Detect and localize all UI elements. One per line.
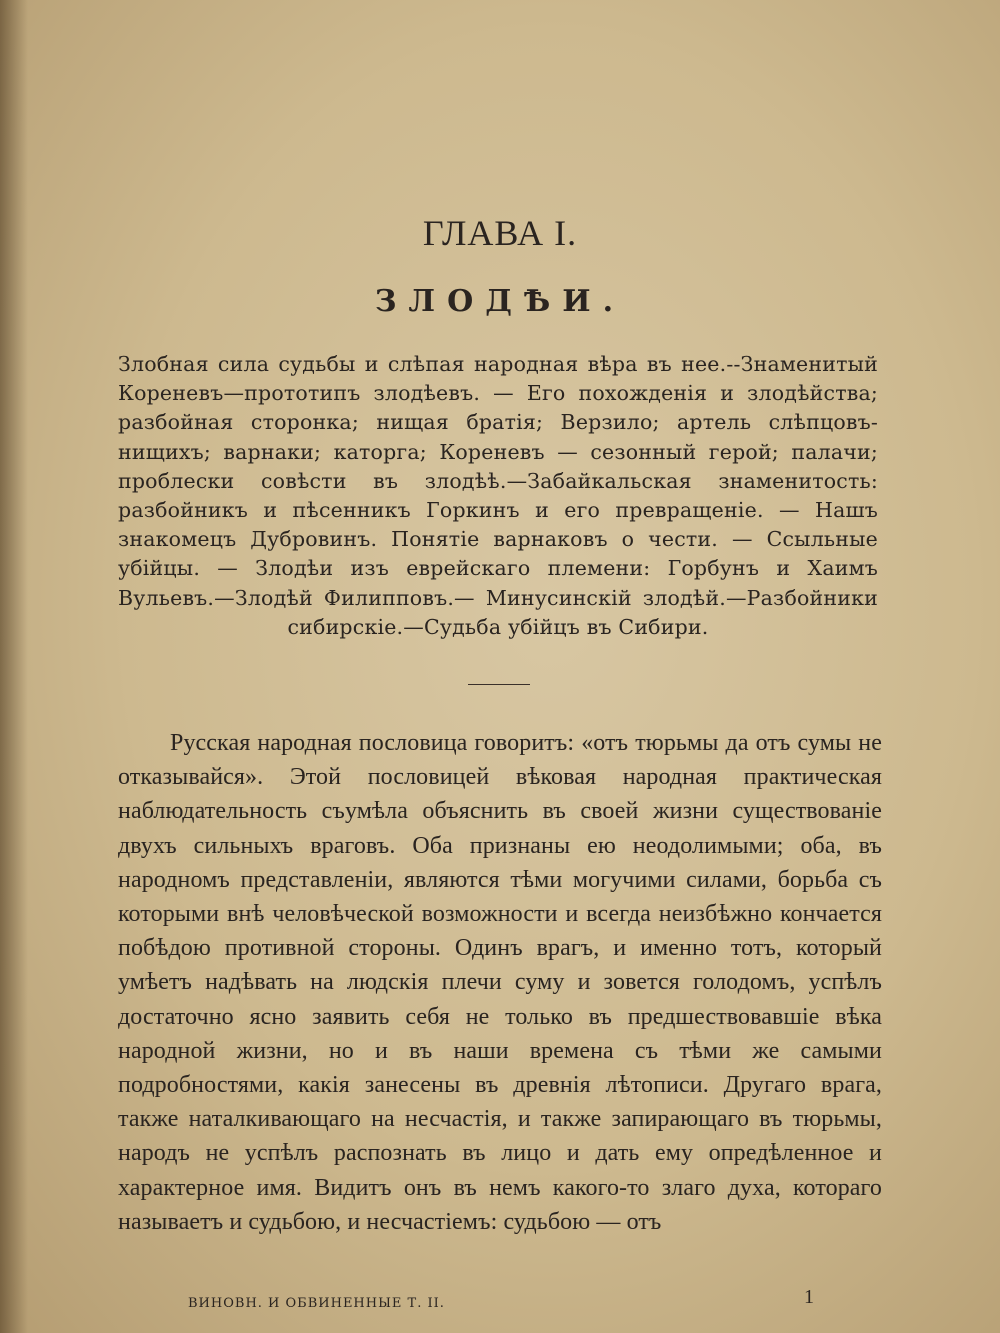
page-number: 1	[804, 1286, 814, 1308]
chapter-heading: ГЛАВА I.	[422, 213, 578, 253]
page-edge-shadow	[0, 0, 28, 1333]
chapter-summary: Злобная сила судьбы и слѣпая народная вѣра въ нее.--Знаменитый Кореневъ—прототипъ злодѣевъ. — Его похожденія и злодѣйства; разбойная сторонка; нищая братія; Верзило; артель слѣпцовъ-нищихъ; варнаки; каторга; Кореневъ — сезонный герой; палачи; проблески совѣсти въ злодѣѣ.—Забайкальская знаменитость: разбойникъ и пѣсенникъ Горкинъ и его превращеніе. — Нашъ знакомецъ Дубровинъ. Понятіе варнаковъ о чести. — Ссыльные убійцы. — Злодѣи изъ еврейскаго племени: Горбунъ и Хаимъ Вульевъ.—Злодѣй Филипповъ.— Минусинскій злодѣй.—Разбойники сибирскіе.—Судьба убійцъ въ Сибири.	[118, 352, 878, 639]
chapter-title: ЗЛОДѢИ.	[374, 284, 626, 319]
section-divider	[468, 684, 530, 685]
footer-signature: ВИНОВН. И ОБВИНЕННЫЕ Т. II.	[188, 1296, 445, 1311]
body-paragraph: Русская народная пословица говоритъ: «отъ тюрьмы да отъ сумы не отказывайся». Этой пословицей вѣковая народная практическая наблюдательность съумѣла объяснить въ своей жизни существованіе двухъ сильныхъ враговъ. Оба признаны ею неодолимыми; оба, въ народномъ представленіи, являются тѣми могучими силами, борьба съ которыми внѣ человѣческой возможности и всегда неизбѣжно кончается побѣдою противной стороны. Одинъ врагъ, и именно тотъ, который умѣетъ надѣвать на людскія плечи суму и зовется голодомъ, успѣлъ достаточно ясно заявить себя не только въ предшествовавшіе вѣка народной жизни, но и въ наши времена съ тѣми же самыми подробностями, какія занесены въ древнія лѣтописи. Другаго врага, также наталкивающаго на несчастія, и также запирающаго въ тюрьмы, народъ не успѣлъ распознать въ лицо и дать ему опредѣленное и характерное имя. Видитъ онъ въ немъ какого-то злаго духа, котораго называетъ и судьбою, и несчастіемъ: судьбою — отъ	[118, 730, 882, 1235]
